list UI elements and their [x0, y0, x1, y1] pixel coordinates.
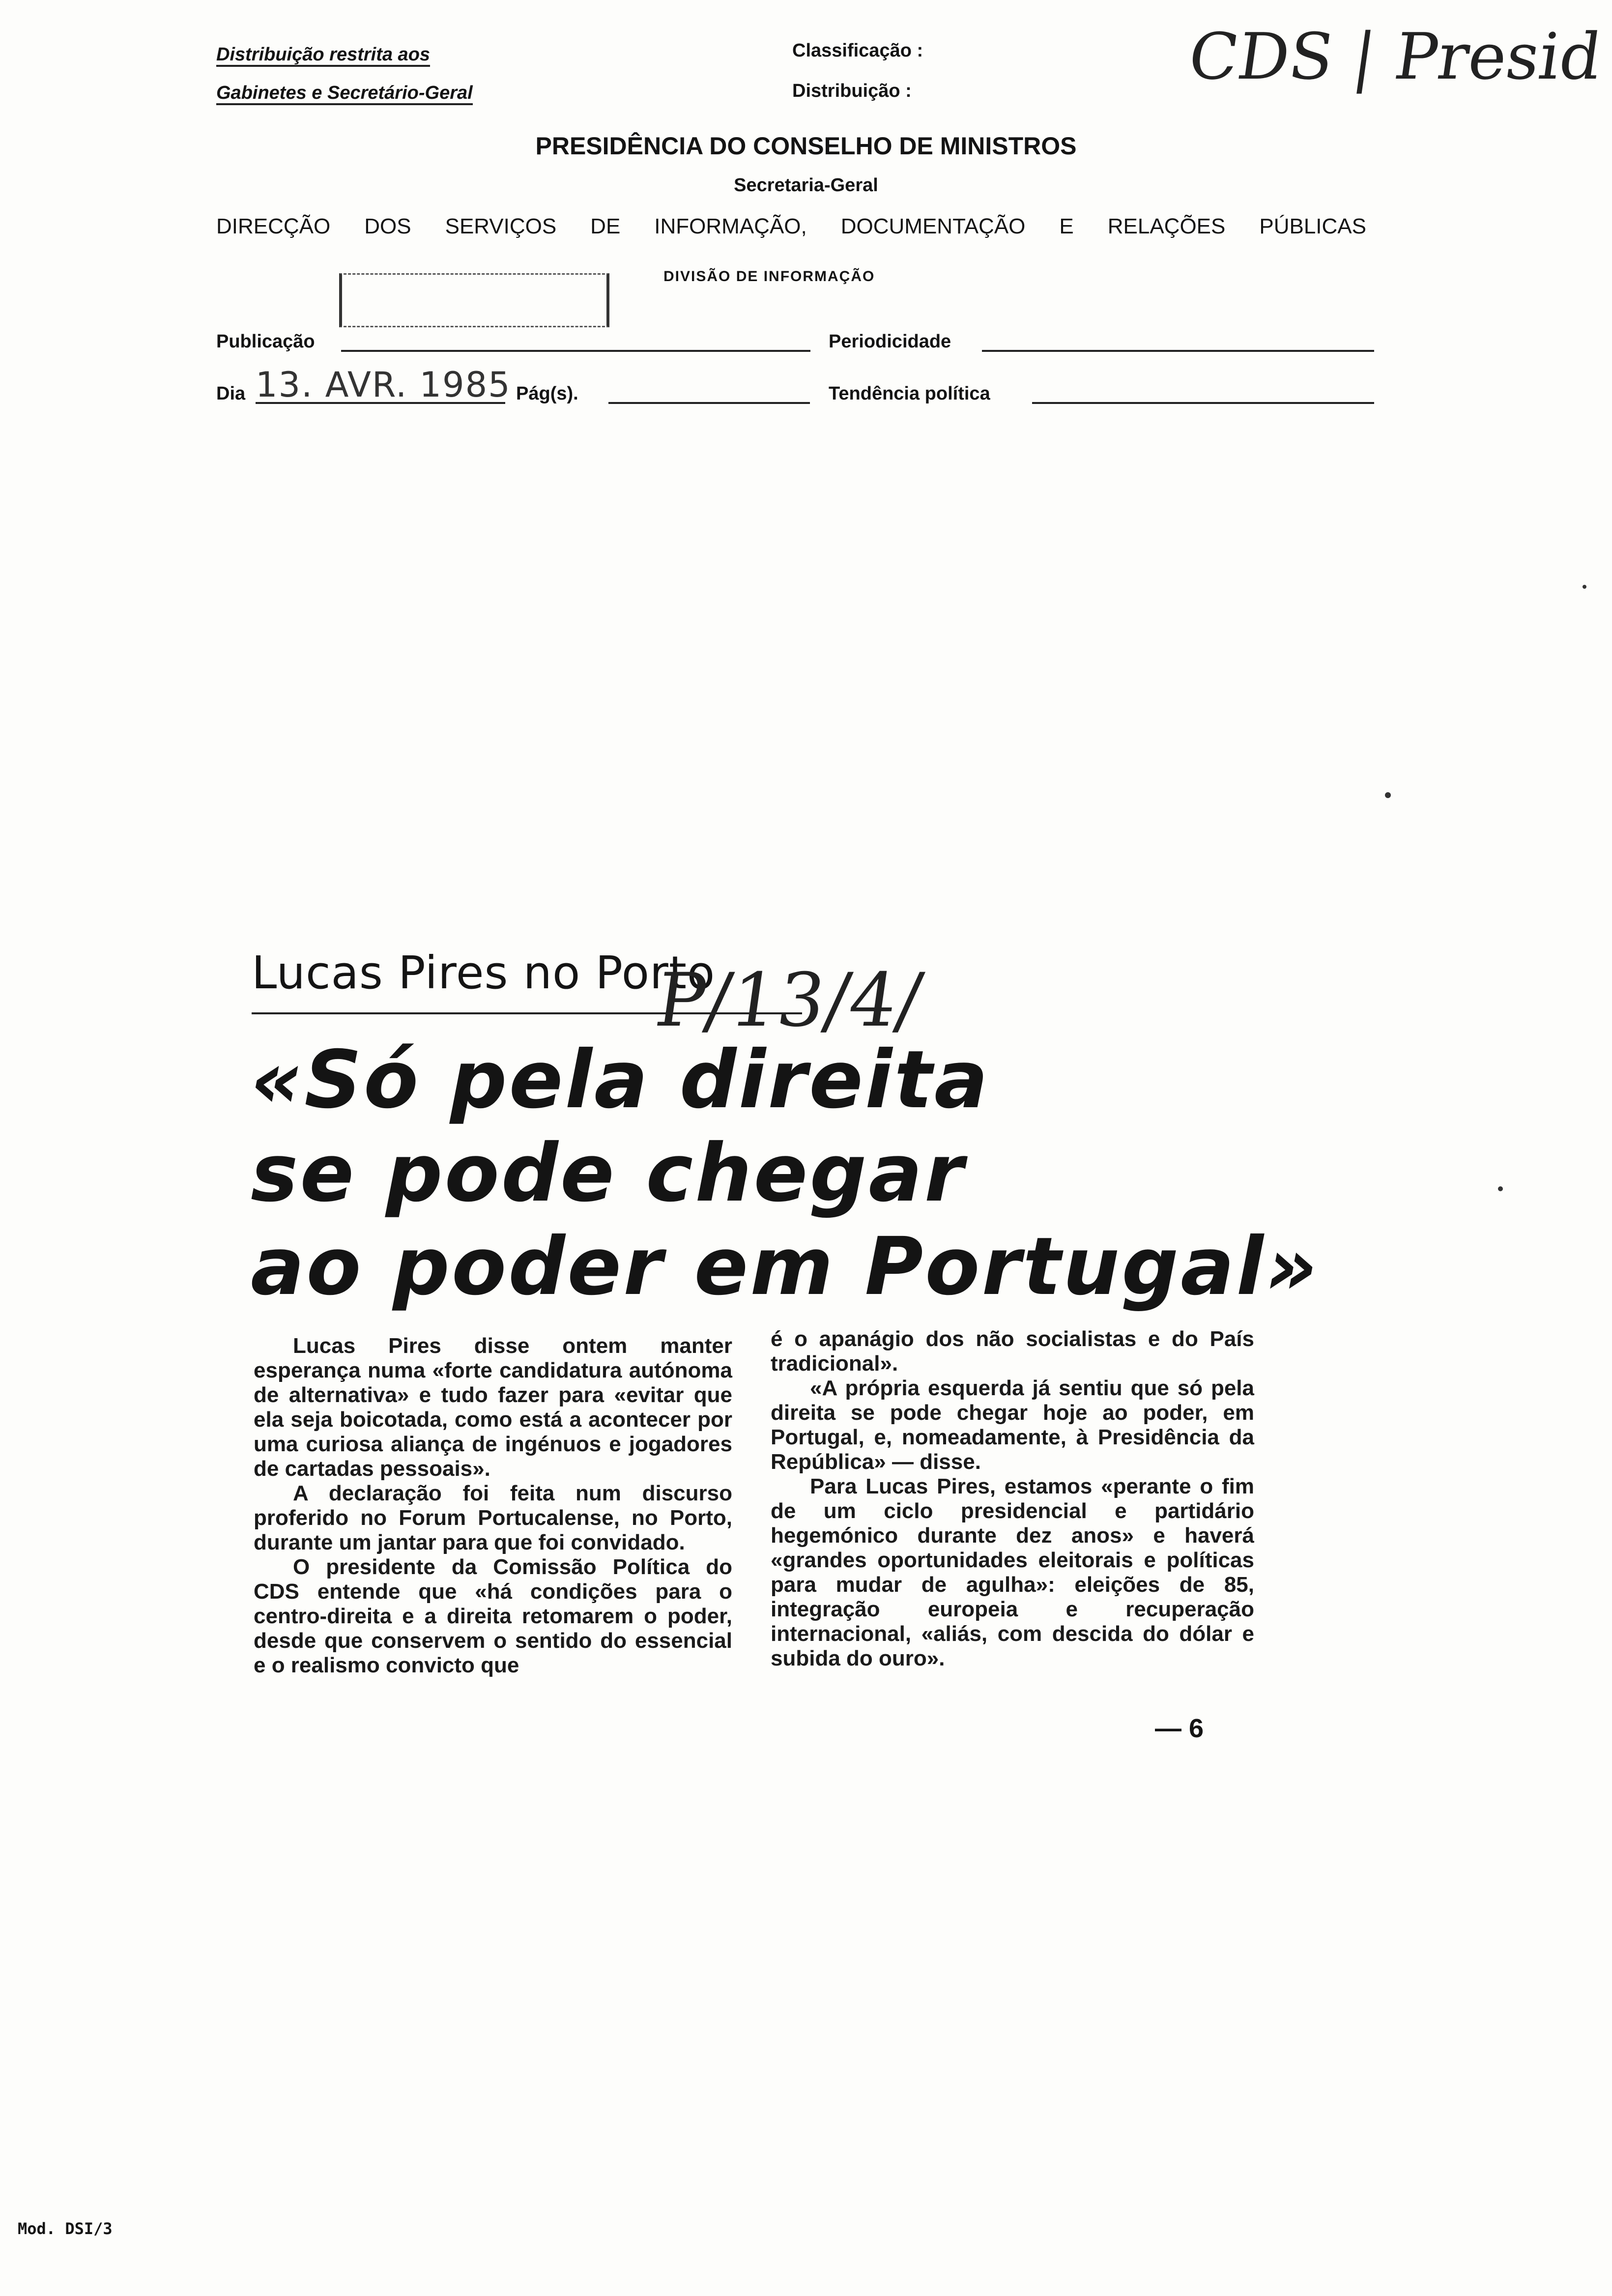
day-line — [256, 402, 505, 404]
scan-speck — [1385, 792, 1391, 798]
article-kicker: Lucas Pires no Porto — [252, 947, 716, 999]
article-column-2 — [771, 1327, 1254, 1671]
paragraph: O presidente da Comissão Política do CDS entende que «há condições para o centro-direita e a direita retomarem o poder, desde que conservem o sentido do essencial e o realismo convicto que — [254, 1555, 732, 1677]
political-tendency-label: Tendência política — [829, 383, 990, 404]
headline-line-3: ao poder em Portugal» — [251, 1221, 1320, 1313]
cabinets-text: Gabinetes e Secretário-Geral — [216, 83, 473, 105]
ministry-title: PRESIDÊNCIA DO CONSELHO DE MINISTROS — [535, 132, 1077, 160]
publication-label: Publicação — [216, 331, 315, 352]
scan-speck — [1498, 1186, 1503, 1191]
paragraph: é o apanágio dos não socialistas e do País tradicional». — [771, 1327, 1254, 1376]
paragraph: A declaração foi feita num discurso proferido no Forum Portucalense, no Porto, durante um jantar para que foi convidado. — [254, 1481, 732, 1554]
headline-line-1: «Só pela direita — [251, 1034, 990, 1126]
pages-line — [608, 402, 810, 404]
article-end-mark: — 6 — [1155, 1714, 1204, 1743]
day-label: Dia — [216, 383, 246, 404]
stamp-box — [339, 273, 609, 327]
cabinets-label — [216, 83, 473, 104]
headline-line-2: se pode chegar — [251, 1127, 966, 1220]
article-column-1 — [254, 1334, 732, 1678]
handwritten-tag: CDS | Presid — [1184, 19, 1606, 94]
handwritten-date-note: P/13/4/ — [650, 958, 928, 1043]
paragraph: Para Lucas Pires, estamos «perante o fim de um ciclo presidencial e partidário hegemónico durante dez anos» e haverá «grandes oportunidades eleitorais e políticas para mudar de agulha»: eleições de 85, integração europeia e recuperação internacional, «aliás, com descida do dólar e subida do ouro». — [771, 1474, 1254, 1670]
classification-label: Classificação : — [792, 40, 923, 61]
division-title: DIVISÃO DE INFORMAÇÃO — [663, 268, 875, 285]
paragraph: Lucas Pires disse ontem manter esperança numa «forte candidatura autónoma de alternativa» e tudo fazer para «evitar que ela seja boicotada, como está a acontecer por uma curiosa aliança de ingénuos e jogadores de cartadas pessoais». — [254, 1334, 732, 1481]
date-stamp: 13. AVR. 1985 — [256, 365, 511, 405]
distribution-restricted-label — [216, 44, 430, 65]
periodicity-line — [982, 350, 1374, 352]
political-tendency-line — [1032, 402, 1374, 404]
secretariat-title: Secretaria-Geral — [734, 175, 878, 196]
distribution-restricted-text: Distribuição restrita aos — [216, 44, 430, 67]
paragraph: «A própria esquerda já sentiu que só pela direita se pode chegar hoje ao poder, em Portugal, e, nomeadamente, à Presidência da República» — disse. — [771, 1376, 1254, 1474]
periodicity-label: Periodicidade — [829, 331, 951, 352]
directorate-title: DIRECÇÃO DOS SERVIÇOS DE INFORMAÇÃO, DOCUMENTAÇÃO E RELAÇÕES PÚBLICAS — [216, 214, 1366, 238]
publication-line — [341, 350, 810, 352]
pages-label: Pág(s). — [516, 383, 578, 404]
distribution-label: Distribuição : — [792, 81, 912, 101]
form-code: Mod. DSI/3 — [18, 2219, 113, 2238]
scan-speck — [1583, 585, 1586, 589]
